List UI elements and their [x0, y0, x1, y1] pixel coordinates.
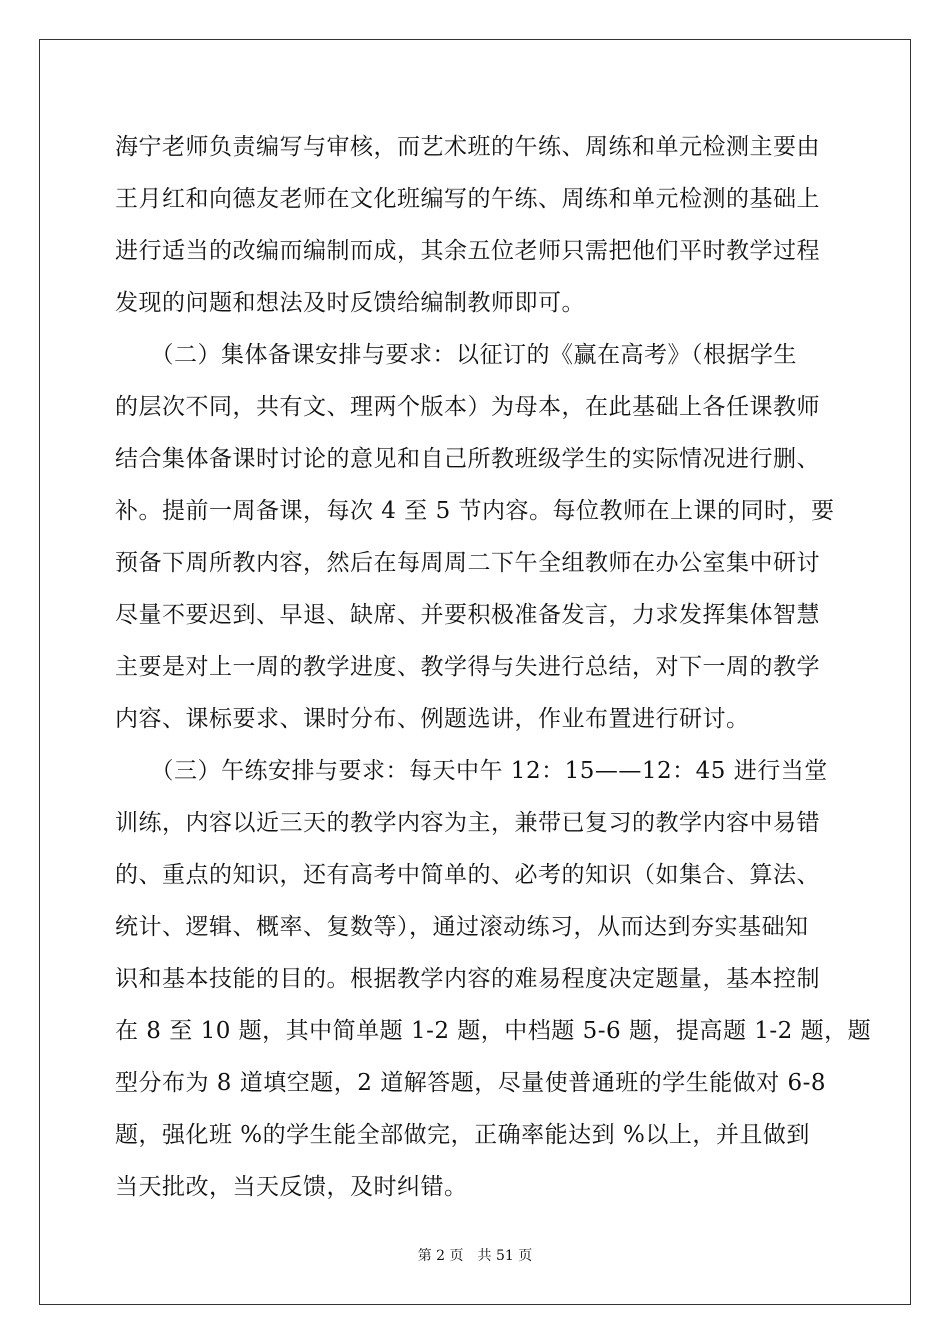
text-line: 当天批改，当天反馈，及时纠错。 — [115, 1174, 468, 1200]
page-total: 共 51 页 — [477, 1248, 533, 1264]
text-line: 识和基本技能的目的。根据教学内容的难易程度决定题量，基本控制 — [115, 966, 820, 992]
text-line: 统计、逻辑、概率、复数等），通过滚动练习，从而达到夯实基础知 — [115, 914, 809, 940]
text-line: 训练，内容以近三天的教学内容为主，兼带已复习的教学内容中易错 — [115, 810, 820, 836]
text-line: 题，强化班 %的学生能全部做完，正确率能达到 %以上，并且做到 — [115, 1122, 810, 1148]
text-line: 结合集体备课时讨论的意见和自己所教班级学生的实际情况进行删、 — [115, 446, 820, 472]
text-line: 预备下周所教内容，然后在每周周二下午全组教师在办公室集中研讨 — [115, 550, 820, 576]
text-line: 的、重点的知识，还有高考中简单的、必考的知识（如集合、算法、 — [115, 862, 820, 888]
text-line: 补。提前一周备课，每次 4 至 5 节内容。每位教师在上课的同时，要 — [115, 498, 835, 524]
text-line: 发现的问题和想法及时反馈给编制教师即可。 — [115, 290, 585, 316]
text-line: 在 8 至 10 题，其中简单题 1-2 题，中档题 5-6 题，提高题 1-2 题，题 — [115, 1018, 872, 1044]
text-line: 内容、课标要求、课时分布、例题选讲，作业布置进行研讨。 — [115, 706, 750, 732]
page-footer — [0, 1246, 950, 1266]
text-line: 的层次不同，共有文、理两个版本）为母本，在此基础上各任课教师 — [115, 394, 820, 420]
text-line: （二）集体备课安排与要求：以征订的《赢在高考》（根据学生 — [115, 342, 797, 368]
text-line: 型分布为 8 道填空题，2 道解答题，尽量使普通班的学生能做对 6-8 — [115, 1070, 827, 1096]
text-line: 尽量不要迟到、早退、缺席、并要积极准备发言，力求发挥集体智慧 — [115, 602, 820, 628]
text-line: （三）午练安排与要求：每天中午 12：15——12：45 进行当堂 — [115, 758, 828, 784]
text-line: 王月红和向德友老师在文化班编写的午练、周练和单元检测的基础上 — [115, 186, 820, 212]
text-line: 主要是对上一周的教学进度、教学得与失进行总结，对下一周的教学 — [115, 654, 820, 680]
page-number: 第 2 页 — [417, 1248, 464, 1264]
text-line: 进行适当的改编而编制而成，其余五位老师只需把他们平时教学过程 — [115, 238, 820, 264]
text-line: 海宁老师负责编写与审核，而艺术班的午练、周练和单元检测主要由 — [115, 134, 820, 160]
